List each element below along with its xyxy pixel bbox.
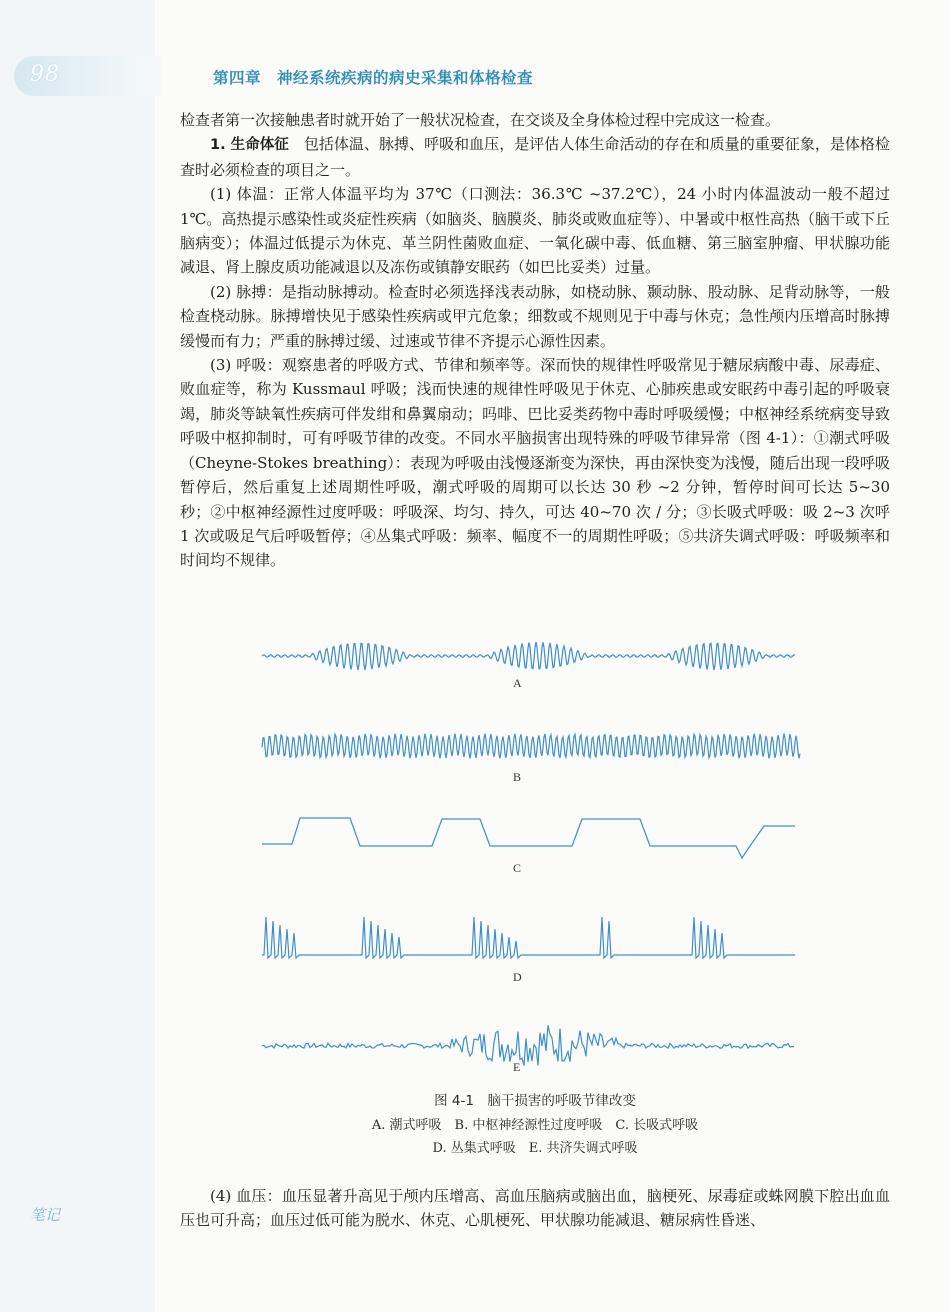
trace-cheyne-stokes <box>262 642 795 670</box>
respiration-paragraph: (3) 呼吸：观察患者的呼吸方式、节律和频率等。深而快的规律性呼吸常见于糖尿病酸中毒、尿毒症、败血症等，称为 Kussmaul 呼吸；浅而快速的规律性呼吸见于休克、心肺疾患或安眠药中毒引起的呼吸衰竭，肺炎等缺氧性疾病可伴发绀和鼻翼扇动；吗啡、巴比妥类药物中毒时呼吸缓慢；中枢神经系统病变导致呼吸中枢抑制时，可有呼吸节律的改变。不同水平脑损害出现特殊的呼吸节律异常（图 4-1）：①潮式呼吸（Cheyne-Stokes breathing）：表现为呼吸由浅慢逐渐变为深快，再由深快变为浅慢，随后出现一段呼吸暂停后，然后重复上述周期性呼吸，潮式呼吸的周期可以长达 30 秒 ~2 分钟，暂停时间可长达 5~30 秒；②中枢神经源性过度呼吸：呼吸深、均匀、持久，可达 40~70 次 / 分；③长吸式呼吸：吸 2~3 次呼 1 次或吸足气后呼吸暂停；④丛集式呼吸：频率、幅度不一的周期性呼吸；⑤共济失调式呼吸：呼吸频率和时间均不规律。 <box>180 356 890 570</box>
chapter-title: 第四章 神经系统疾病的病史采集和体格检查 <box>213 69 534 87</box>
trace-hyperventilation <box>262 734 800 759</box>
body-section-top <box>180 108 890 573</box>
panel-label-e: E <box>513 1060 521 1074</box>
vital-signs-paragraph <box>180 132 890 182</box>
blood-pressure-paragraph: (4) 血压：血压显著升高见于颅内压增高、高血压脑病或脑出血，脑梗死、尿毒症或蛛网膜下腔出血血压也可升高；血压过低可能为脱水、休克、心肌梗死、甲状腺功能减退、糖尿病性昏迷、 <box>180 1187 890 1230</box>
temperature-paragraph: (1) 体温：正常人体温平均为 37℃（口测法：36.3℃ ~37.2℃），24 小时内体温波动一般不超过 1℃。高热提示感染性或炎症性疾病（如脑炎、脑膜炎、肺炎或败血症等）、中暑或中枢性高热（脑干或下丘脑病变）；体温过低提示为休克、革兰阴性菌败血症、一氧化碳中毒、低血糖、第三脑室肿瘤、甲状腺功能减退、肾上腺皮质功能减退以及冻伤或镇静安眠药（如巴比妥类）过量。 <box>180 185 891 277</box>
panel-label-a: A <box>513 676 522 690</box>
figure-legend-line-2: D. 丛集式呼吸 E. 共济失调式呼吸 <box>432 1141 638 1156</box>
page-number: 98 <box>30 62 60 87</box>
trace-cluster <box>262 917 795 958</box>
panel-label-d: D <box>513 970 522 984</box>
notes-label: 笔记 <box>30 1206 61 1224</box>
body-section-bottom <box>180 1184 890 1233</box>
panel-label-b: B <box>513 770 522 784</box>
panel-label-c: C <box>513 861 522 875</box>
figure-title: 图 4-1 脑干损害的呼吸节律改变 <box>434 1093 636 1109</box>
margin-strip <box>0 0 155 1312</box>
figure-4-1 <box>180 620 890 1160</box>
trace-apneustic <box>262 818 795 858</box>
intro-paragraph: 检查者第一次接触患者时就开始了一般状况检查，在交谈及全身体检过程中完成这一检查。 <box>180 111 781 129</box>
pulse-paragraph: (2) 脉搏：是指动脉搏动。检查时必须选择浅表动脉，如桡动脉、颞动脉、股动脉、足背动脉等，一般检查桡动脉。脉搏增快见于感染性疾病或甲亢危象；细数或不规则见于中毒与休克；急性颅内压增高时脉搏缓慢而有力；严重的脉搏过缓、过速或节律不齐提示心源性因素。 <box>180 282 890 350</box>
figure-legend-line-1: A. 潮式呼吸 B. 中枢神经源性过度呼吸 C. 长吸式呼吸 <box>371 1118 699 1133</box>
vital-signs-text: 包括体温、脉搏、呼吸和血压，是评估人体生命活动的存在和质量的重要征象，是体格检查时必须检查的项目之一。 <box>180 135 890 179</box>
breathing-patterns-figure <box>180 620 890 1090</box>
vital-signs-heading: 1. 生命体征 <box>210 137 289 154</box>
trace-ataxic <box>262 1025 794 1065</box>
